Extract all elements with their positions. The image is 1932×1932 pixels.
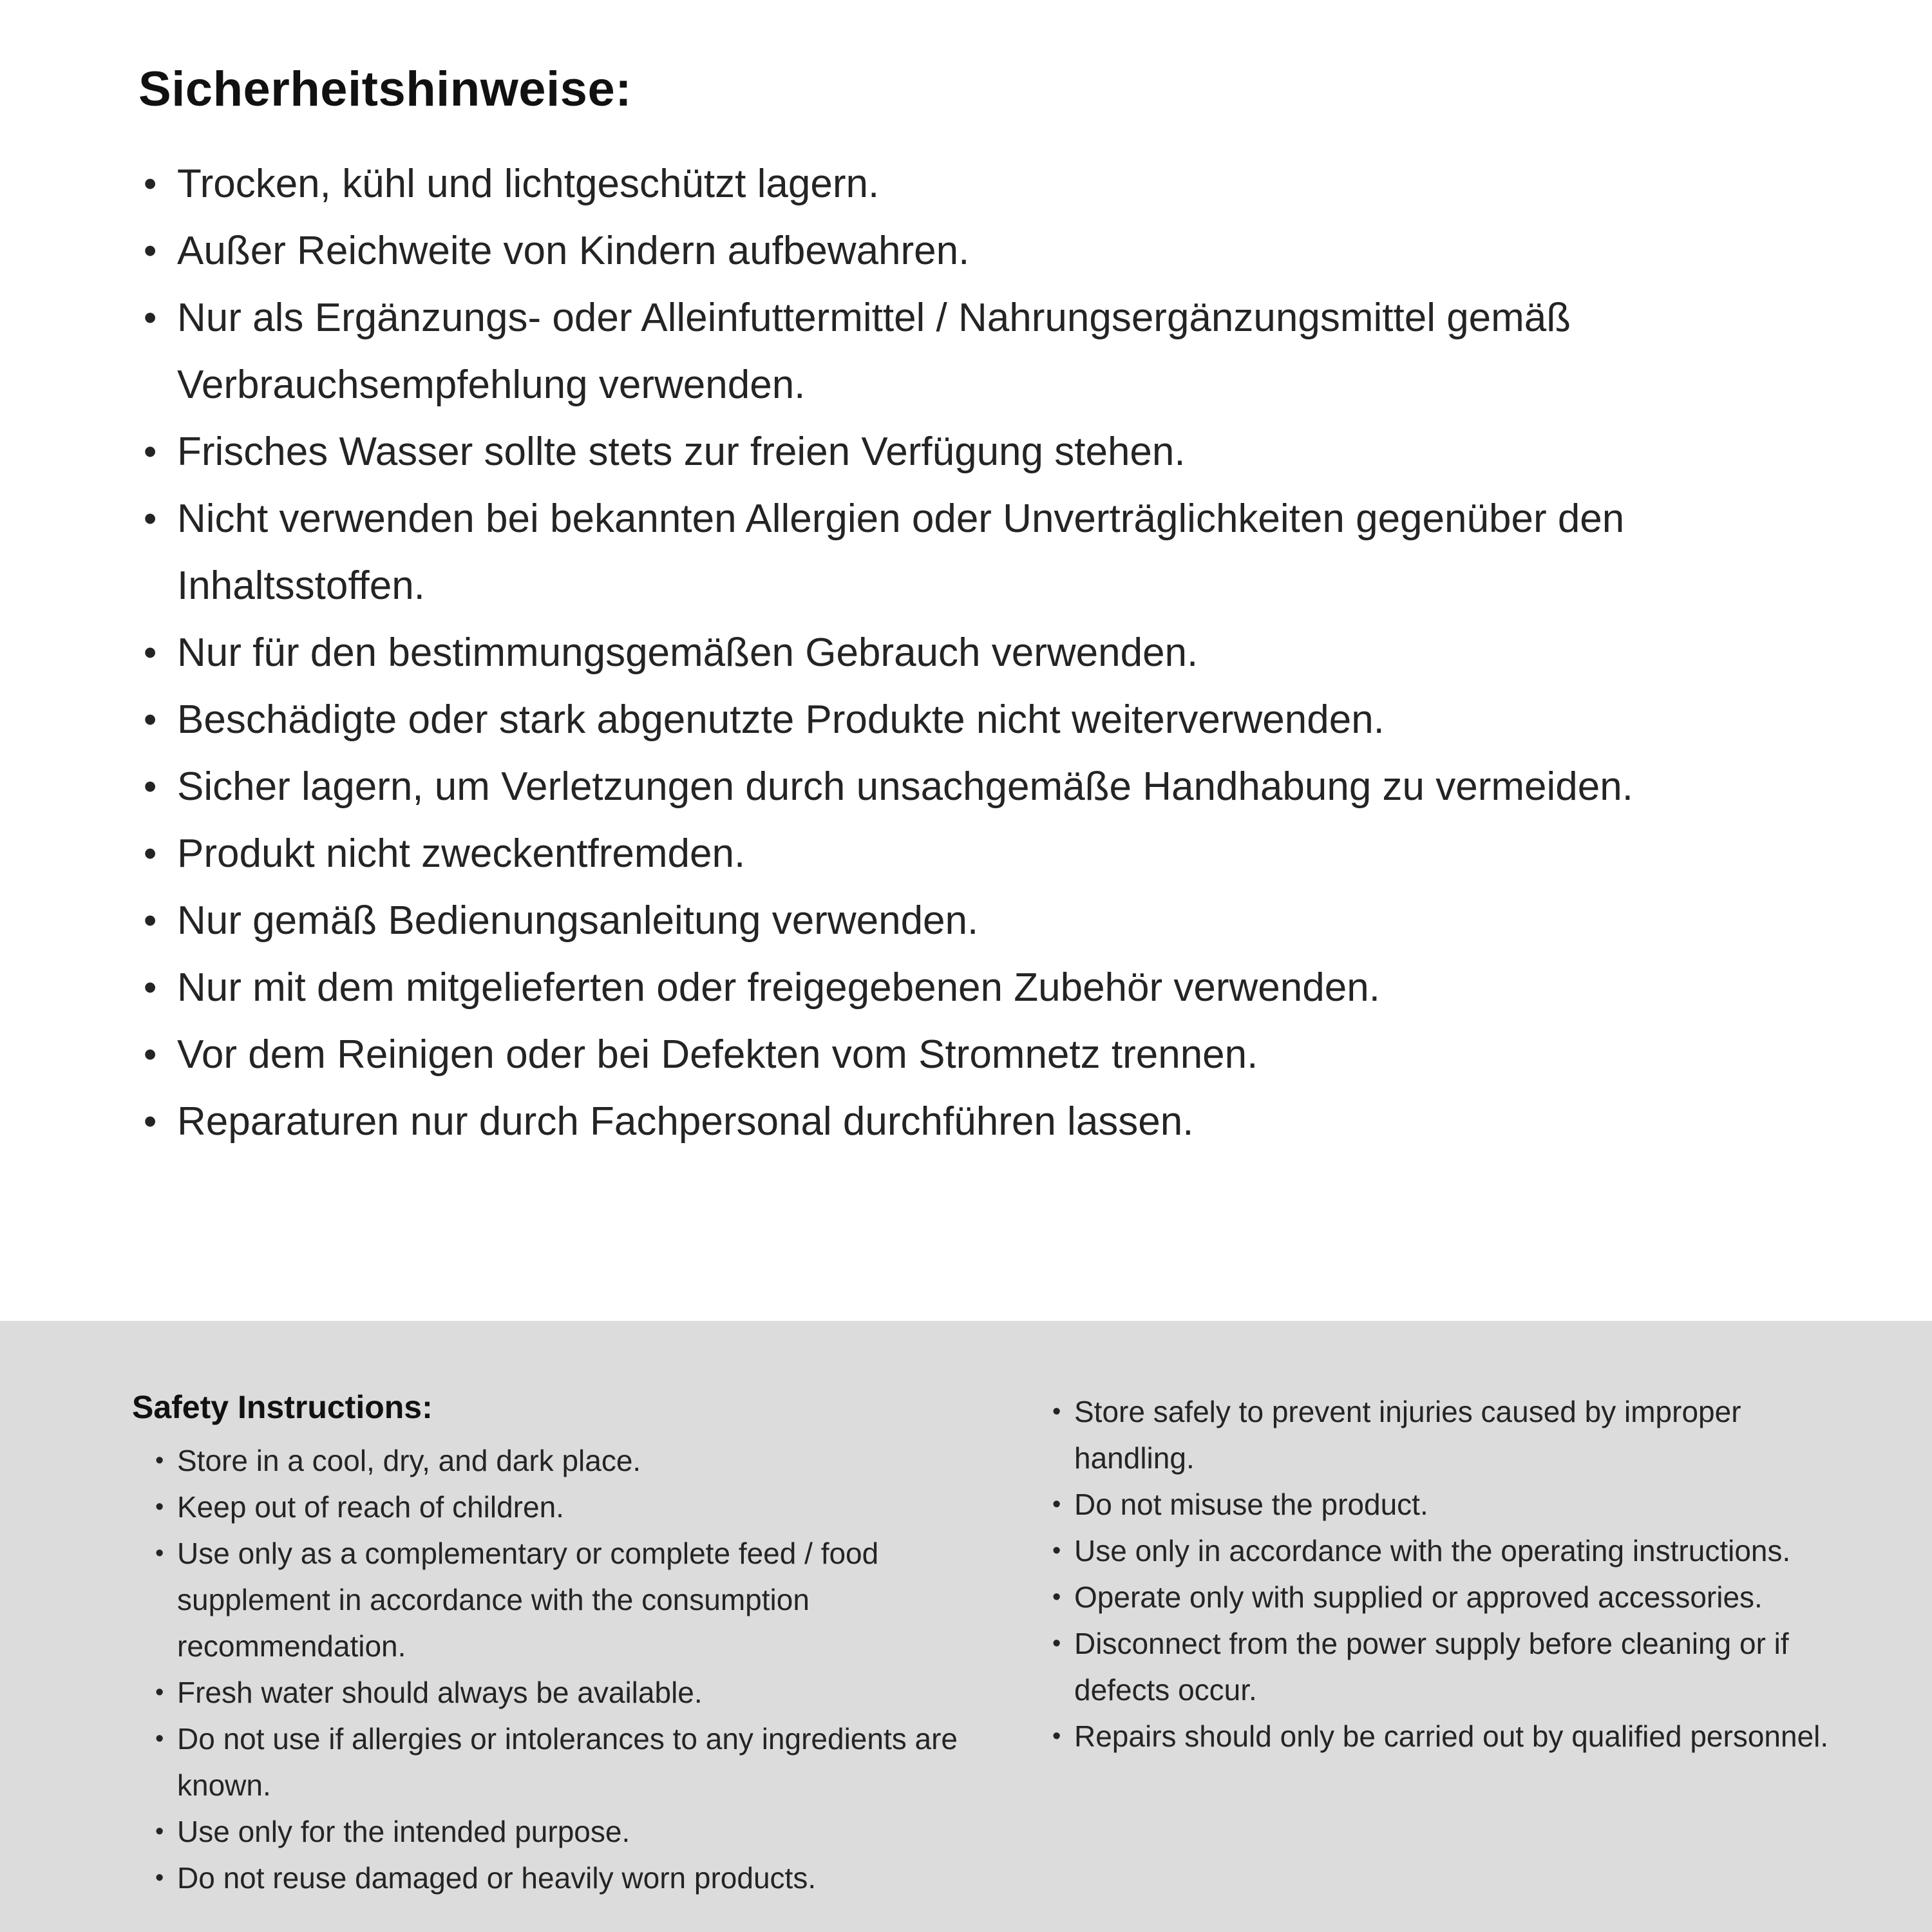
english-right-column	[1043, 1388, 1848, 1759]
english-list-item: • Store in a cool, dry, and dark place.	[146, 1437, 989, 1484]
english-list-item: • Repairs should only be carried out by qualified personnel.	[1043, 1713, 1848, 1759]
german-list-item: • Sicher lagern, um Verletzungen durch unsachgemäße Handhabung zu vermeiden.	[138, 753, 1829, 820]
german-list-item: • Produkt nicht zweckentfremden.	[138, 820, 1829, 887]
german-list-item: • Trocken, kühl und lichtgeschützt lagern.	[138, 151, 1829, 218]
german-list-item: • Reparaturen nur durch Fachpersonal durchführen lassen.	[138, 1088, 1829, 1155]
english-list-item: • Do not reuse damaged or heavily worn products.	[146, 1855, 989, 1901]
german-list-item: • Nur für den bestimmungsgemäßen Gebrauch verwenden.	[138, 620, 1829, 687]
english-list-item: • Use only as a complementary or complete feed / food supplement in accordance with the consumption recommendation.	[146, 1530, 989, 1669]
english-list-item: • Keep out of reach of children.	[146, 1484, 989, 1530]
english-safety-list-left	[132, 1437, 989, 1901]
german-section-title: Sicherheitshinweise:	[138, 62, 632, 117]
english-list-item: • Fresh water should always be available.	[146, 1669, 989, 1716]
english-list-item: • Use only in accordance with the operating instructions.	[1043, 1528, 1848, 1574]
german-list-item: • Frisches Wasser sollte stets zur freien Verfügung stehen.	[138, 419, 1829, 486]
english-list-item: • Store safely to prevent injuries caused by improper handling.	[1043, 1388, 1848, 1481]
english-list-item: • Disconnect from the power supply before cleaning or if defects occur.	[1043, 1620, 1848, 1713]
english-list-item: • Do not misuse the product.	[1043, 1481, 1848, 1528]
german-list-item: • Nur als Ergänzungs- oder Alleinfuttermittel / Nahrungsergänzungsmittel gemäß Verbrauchsempfehlung verwenden.	[138, 285, 1829, 419]
english-section-title: Safety Instructions:	[132, 1389, 433, 1425]
english-safety-list-right	[1043, 1388, 1848, 1759]
english-list-item: • Use only for the intended purpose.	[146, 1808, 989, 1855]
english-safety-section	[0, 1321, 1932, 1932]
german-list-item: • Außer Reichweite von Kindern aufbewahren.	[138, 218, 1829, 285]
english-left-column	[132, 1388, 989, 1901]
english-list-item: • Do not use if allergies or intolerances to any ingredients are known.	[146, 1716, 989, 1808]
german-list-item: • Beschädigte oder stark abgenutzte Produkte nicht weiterverwenden.	[138, 687, 1829, 753]
english-list-item: • Operate only with supplied or approved accessories.	[1043, 1574, 1848, 1620]
german-list-item: • Nicht verwenden bei bekannten Allergien oder Unverträglichkeiten gegenüber den Inhaltsstoffen.	[138, 486, 1829, 620]
german-list-item: • Vor dem Reinigen oder bei Defekten vom Stromnetz trennen.	[138, 1021, 1829, 1088]
german-list-item: • Nur gemäß Bedienungsanleitung verwenden.	[138, 887, 1829, 954]
german-safety-list	[138, 151, 1829, 1155]
german-list-item: • Nur mit dem mitgelieferten oder freigegebenen Zubehör verwenden.	[138, 954, 1829, 1021]
